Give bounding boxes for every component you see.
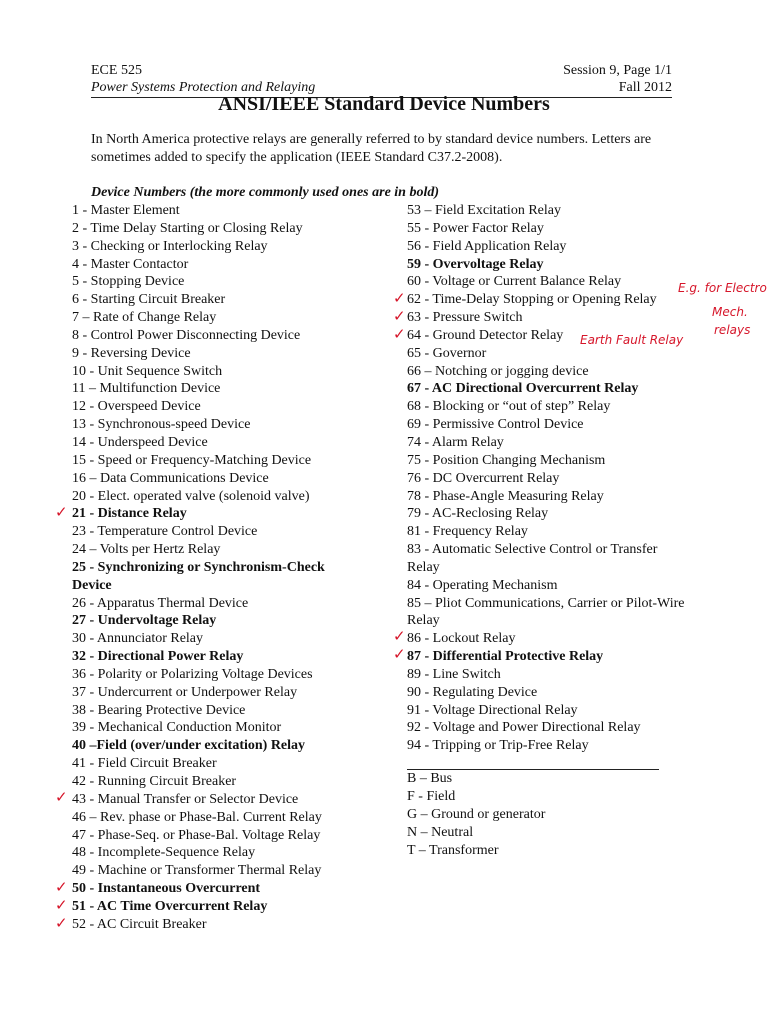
device-item: 2 - Time Delay Starting or Closing Relay bbox=[72, 220, 303, 236]
device-item: 12 - Overspeed Device bbox=[72, 399, 201, 415]
check-mark-50: ✓ bbox=[55, 878, 68, 896]
device-item: 10 - Unit Sequence Switch bbox=[72, 363, 223, 379]
device-item: 87 - Differential Protective Relay bbox=[407, 649, 604, 665]
device-item: 59 - Overvoltage Relay bbox=[407, 256, 544, 272]
right-device-column bbox=[407, 202, 687, 859]
device-item: 32 - Directional Power Relay bbox=[72, 649, 244, 665]
device-item: 75 - Position Changing Mechanism bbox=[407, 452, 606, 468]
device-item: 24 – Volts per Hertz Relay bbox=[72, 542, 221, 558]
device-item: 43 - Manual Transfer or Selector Device bbox=[72, 791, 299, 807]
device-item: 50 - Instantaneous Overcurrent bbox=[72, 881, 261, 897]
check-mark-64: ✓ bbox=[393, 325, 406, 343]
legend-item: G – Ground or generator bbox=[407, 806, 546, 822]
device-item: 5 - Stopping Device bbox=[72, 274, 185, 290]
device-item: 69 - Permissive Control Device bbox=[407, 417, 584, 433]
device-item: 26 - Apparatus Thermal Device bbox=[72, 595, 249, 611]
device-item: 14 - Underspeed Device bbox=[72, 434, 208, 450]
device-item: 37 - Undercurrent or Underpower Relay bbox=[72, 684, 298, 700]
device-item: 84 - Operating Mechanism bbox=[407, 577, 558, 593]
device-item: 20 - Elect. operated valve (solenoid valve) bbox=[72, 488, 310, 504]
check-mark-63: ✓ bbox=[393, 307, 406, 325]
check-mark-43: ✓ bbox=[55, 788, 68, 806]
device-item: 90 - Regulating Device bbox=[407, 684, 538, 700]
device-item: 47 - Phase-Seq. or Phase-Bal. Voltage Relay bbox=[72, 827, 321, 843]
device-item: 15 - Speed or Frequency-Matching Device bbox=[72, 452, 312, 468]
device-item: 9 - Reversing Device bbox=[72, 345, 191, 361]
device-item: 8 - Control Power Disconnecting Device bbox=[72, 327, 301, 343]
device-item: 60 - Voltage or Current Balance Relay bbox=[407, 274, 622, 290]
check-mark-86: ✓ bbox=[393, 627, 406, 645]
device-item: 27 - Undervoltage Relay bbox=[72, 613, 217, 629]
device-item: 76 - DC Overcurrent Relay bbox=[407, 470, 560, 486]
check-mark-21: ✓ bbox=[55, 503, 68, 521]
device-item: 62 - Time-Delay Stopping or Opening Relay bbox=[407, 292, 657, 308]
course-title: Power Systems Protection and Relaying bbox=[91, 80, 316, 95]
device-item: 81 - Frequency Relay bbox=[407, 524, 528, 540]
device-item: 1 - Master Element bbox=[72, 203, 180, 218]
device-item: 7 – Rate of Change Relay bbox=[72, 310, 217, 326]
device-numbers-heading: Device Numbers (the more commonly used ones are in bold) bbox=[91, 185, 440, 200]
device-item: 64 - Ground Detector Relay bbox=[407, 327, 564, 343]
device-item: 40 –Field (over/under excitation) Relay bbox=[72, 738, 306, 754]
device-item: 21 - Distance Relay bbox=[72, 506, 187, 522]
device-item: 68 - Blocking or “out of step” Relay bbox=[407, 399, 611, 415]
device-item: 36 - Polarity or Polarizing Voltage Devices bbox=[72, 666, 313, 682]
device-item: 25 - Synchronizing or Synchronism-Check Device bbox=[72, 559, 325, 593]
handwritten-note-earth-fault: Earth Fault Relay bbox=[580, 333, 684, 347]
device-item: 53 – Field Excitation Relay bbox=[407, 203, 561, 218]
session-page: Session 9, Page 1/1 bbox=[563, 63, 672, 78]
letter-legend bbox=[407, 770, 687, 859]
course-code: ECE 525 bbox=[91, 63, 142, 78]
check-mark-52: ✓ bbox=[55, 914, 68, 932]
device-item: 63 - Pressure Switch bbox=[407, 310, 523, 326]
check-mark-51: ✓ bbox=[55, 896, 68, 914]
handwritten-note-eg: E.g. for Electro bbox=[678, 281, 767, 295]
device-item: 38 - Bearing Protective Device bbox=[72, 702, 246, 718]
device-item: 16 – Data Communications Device bbox=[72, 470, 269, 486]
device-item: 49 - Machine or Transformer Thermal Relay bbox=[72, 863, 322, 879]
legend-item: B – Bus bbox=[407, 771, 453, 787]
check-mark-87: ✓ bbox=[393, 645, 406, 663]
device-item: 52 - AC Circuit Breaker bbox=[72, 916, 207, 932]
right-device-list bbox=[407, 202, 687, 755]
legend-item: F - Field bbox=[407, 789, 456, 804]
device-item: 78 - Phase-Angle Measuring Relay bbox=[407, 488, 604, 504]
device-item: 92 - Voltage and Power Directional Relay bbox=[407, 720, 641, 736]
device-item: 74 - Alarm Relay bbox=[407, 434, 504, 450]
device-item: 94 - Tripping or Trip-Free Relay bbox=[407, 738, 589, 754]
term: Fall 2012 bbox=[618, 80, 672, 95]
page-title: ANSI/IEEE Standard Device Numbers bbox=[218, 93, 550, 115]
device-item: 3 - Checking or Interlocking Relay bbox=[72, 238, 268, 254]
device-item: 48 - Incomplete-Sequence Relay bbox=[72, 845, 256, 861]
device-item: 4 - Master Contactor bbox=[72, 256, 189, 272]
legend-item: N – Neutral bbox=[407, 824, 474, 840]
device-item: 30 - Annunciator Relay bbox=[72, 631, 204, 647]
handwritten-note-relays: relays bbox=[714, 323, 751, 337]
legend-item: T – Transformer bbox=[407, 842, 499, 858]
device-item: 55 - Power Factor Relay bbox=[407, 220, 544, 236]
device-item: 6 - Starting Circuit Breaker bbox=[72, 292, 226, 308]
device-item: 66 – Notching or jogging device bbox=[407, 363, 589, 379]
device-item: 79 - AC-Reclosing Relay bbox=[407, 506, 549, 522]
device-item: 51 - AC Time Overcurrent Relay bbox=[72, 898, 268, 914]
device-item: 65 - Governor bbox=[407, 345, 487, 361]
intro-paragraph: In North America protective relays are generally referred to by standard device numbers. Letters are sometimes added to specify the application (IEEE Standard C37.2-2008). bbox=[91, 132, 652, 165]
device-item: 39 - Mechanical Conduction Monitor bbox=[72, 720, 282, 736]
device-item: 23 - Temperature Control Device bbox=[72, 524, 258, 540]
device-item: 67 - AC Directional Overcurrent Relay bbox=[407, 381, 639, 397]
check-mark-62: ✓ bbox=[393, 289, 406, 307]
device-item: 56 - Field Application Relay bbox=[407, 238, 567, 254]
device-item: 41 - Field Circuit Breaker bbox=[72, 756, 217, 772]
device-item: 83 - Automatic Selective Control or Transfer Relay bbox=[407, 542, 658, 575]
device-item: 91 - Voltage Directional Relay bbox=[407, 702, 578, 718]
left-device-column bbox=[72, 202, 362, 934]
device-item: 11 – Multifunction Device bbox=[72, 381, 221, 397]
device-item: 46 – Rev. phase or Phase-Bal. Current Relay bbox=[72, 809, 322, 825]
device-item: 13 - Synchronous-speed Device bbox=[72, 417, 251, 433]
handwritten-note-mech: Mech. bbox=[712, 305, 748, 319]
device-item: 89 - Line Switch bbox=[407, 666, 501, 682]
device-item: 86 - Lockout Relay bbox=[407, 631, 516, 647]
device-item: 42 - Running Circuit Breaker bbox=[72, 774, 237, 789]
device-item: 85 – Pliot Communications, Carrier or Pilot-Wire Relay bbox=[407, 595, 685, 629]
